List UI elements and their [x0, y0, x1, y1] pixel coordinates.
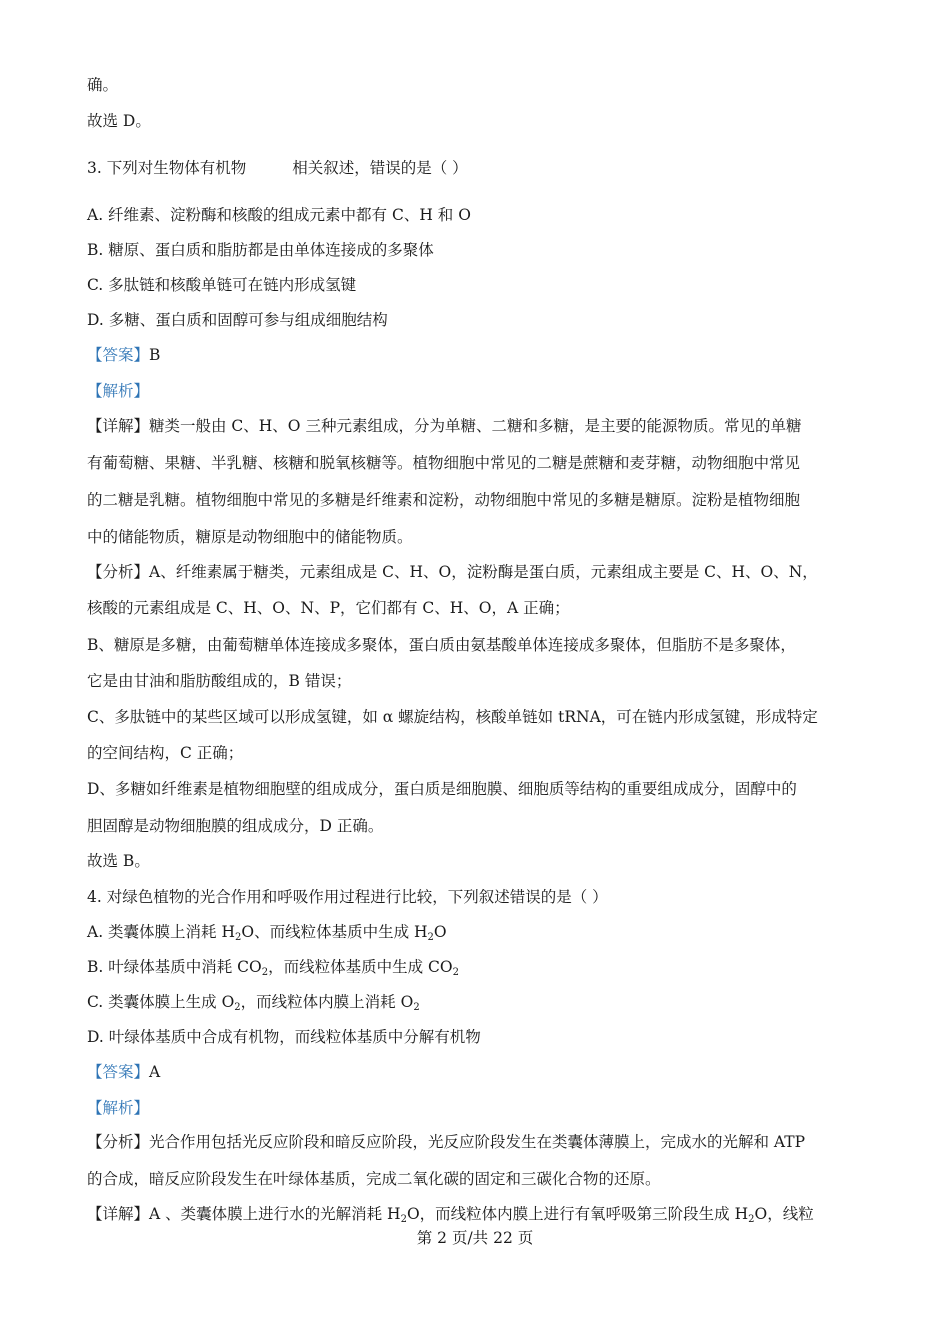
text-line: [87, 779, 797, 799]
text-segment: O: [433, 923, 447, 941]
text-line: [87, 816, 383, 836]
text-segment: A. 纤维素、淀粉酶和核酸的组成元素中都有 C、H 和 O: [87, 206, 471, 224]
text-segment: ，而线粒体内膜上消耗 O: [240, 993, 414, 1011]
text-line: [87, 707, 818, 727]
text-segment: 的二糖是乳糖。植物细胞中常见的多糖是纤维素和淀粉，动物细胞中常见的多糖是糖原。淀粉是植物细胞: [87, 491, 801, 509]
subscript: 2: [400, 1214, 407, 1225]
text-segment: 有葡萄糖、果糖、半乳糖、核糖和脱氧核糖等。植物细胞中常见的二糖是蔗糖和麦芽糖，动物细胞中常见: [87, 454, 801, 472]
subscript: 2: [261, 967, 269, 978]
text-segment: D. 多糖、蛋白质和固醇可参与组成细胞结构: [87, 311, 388, 329]
text-segment: D、多糖如纤维素是植物细胞壁的组成成分，蛋白质是细胞膜、细胞质等结构的重要组成成分，固醇中的: [87, 780, 797, 798]
text-line: [87, 275, 356, 295]
text-line: [87, 158, 468, 178]
text-line: [87, 240, 434, 260]
text-line: [87, 671, 351, 691]
text-segment: B、糖原是多糖，由葡萄糖单体连接成多聚体，蛋白质由氨基酸单体连接成多聚体，但脂肪不是多聚体，: [87, 636, 796, 654]
text-segment: 【详解】糖类一般由 C、H、O 三种元素组成，分为单糖、二糖和多糖，是主要的能源物质。常见的单糖: [87, 417, 802, 435]
text-segment: 确。: [87, 76, 119, 94]
text-segment: C. 多肽链和核酸单链可在链内形成氢键: [87, 276, 357, 294]
text-line: [87, 851, 150, 871]
text-line: [87, 205, 471, 225]
text-line: [87, 111, 151, 131]
text-line: [87, 453, 800, 473]
text-line: [87, 598, 570, 618]
text-line: [87, 345, 160, 365]
text-segment: D. 叶绿体基质中合成有机物，而线粒体基质中分解有机物: [87, 1028, 481, 1046]
text-segment: O，而线粒体内膜上进行有氧呼吸第三阶段生成 H: [406, 1205, 749, 1223]
text-segment: B. 叶绿体基质中消耗 CO: [87, 958, 262, 976]
text-segment: 故选 D。: [87, 112, 151, 130]
subscript: 2: [427, 932, 434, 943]
subscript: 2: [452, 967, 459, 978]
subscript: 2: [234, 1002, 241, 1013]
text-segment: C、多肽链中的某些区域可以形成氢键，如 α 螺旋结构，核酸单链如 tRNA，可在链内形成氢键，形成特定: [87, 708, 818, 726]
text-line: [87, 635, 796, 655]
text-line: [87, 1204, 814, 1224]
text-segment: 的空间结构，C 正确；: [87, 744, 244, 762]
text-line: [87, 957, 459, 977]
subscript: 2: [748, 1214, 755, 1225]
text-line: [87, 1062, 160, 1082]
text-segment: 3. 下列对生物体有机物: [87, 159, 247, 177]
page-footer: 第 2 页/共 22 页: [416, 1229, 534, 1247]
text-line: [87, 1098, 149, 1118]
text-segment: 的合成，暗反应阶段发生在叶绿体基质，完成二氧化碳的固定和三碳化合物的还原。: [87, 1170, 661, 1188]
text-segment: 胆固醇是动物细胞膜的组成成分，D 正确。: [87, 817, 384, 835]
text-line: [87, 562, 818, 582]
section-label: 【解析】: [87, 1099, 150, 1117]
text-segment: 它是由甘油和脂肪酸组成的，B 错误；: [87, 672, 352, 690]
text-segment: C. 类囊体膜上生成 O: [87, 993, 235, 1011]
text-line: [87, 75, 118, 95]
section-label: 【答案】: [87, 1063, 150, 1081]
text-segment: 核酸的元素组成是 C、H、O、N、P，它们都有 C、H、O，A 正确；: [87, 599, 570, 617]
subscript: 2: [235, 932, 242, 943]
subscript: 2: [413, 1002, 420, 1013]
text-line: [87, 381, 149, 401]
text-segment: 中的储能物质，糖原是动物细胞中的储能物质。: [87, 528, 413, 546]
text-line: [87, 490, 800, 510]
text-segment: B: [149, 346, 161, 364]
section-label: 【答案】: [87, 346, 150, 364]
text-line: [87, 743, 243, 763]
text-line: [87, 1169, 661, 1189]
text-line: [87, 887, 608, 907]
text-segment: 相关叙述，错误的是（ ）: [292, 159, 468, 177]
text-segment: ，而线粒体基质中生成 CO: [268, 958, 453, 976]
text-segment: O，线粒: [754, 1205, 814, 1223]
text-segment: 【分析】光合作用包括光反应阶段和暗反应阶段，光反应阶段发生在类囊体薄膜上，完成水的光解和 ATP: [87, 1133, 806, 1151]
text-segment: B. 糖原、蛋白质和脂肪都是由单体连接成的多聚体: [87, 241, 434, 259]
text-line: [87, 1132, 805, 1152]
section-label: 【解析】: [87, 382, 150, 400]
text-segment: 4. 对绿色植物的光合作用和呼吸作用过程进行比较，下列叙述错误的是（ ）: [87, 888, 608, 906]
text-segment: O、而线粒体基质中生成 H: [241, 923, 428, 941]
text-line: [87, 1027, 481, 1047]
text-line: [87, 527, 413, 547]
text-segment: 故选 B。: [87, 852, 150, 870]
text-line: [87, 992, 420, 1012]
text-line: [87, 922, 447, 942]
text-line: [87, 310, 388, 330]
text-segment: A. 类囊体膜上消耗 H: [87, 923, 235, 941]
text-line: [87, 416, 801, 436]
text-segment: 【详解】A 、类囊体膜上进行水的光解消耗 H: [87, 1205, 401, 1223]
text-segment: 【分析】A、纤维素属于糖类，元素组成是 C、H、O，淀粉酶是蛋白质，元素组成主要是 C、H、O、N，: [87, 563, 818, 581]
text-segment: A: [149, 1063, 161, 1081]
